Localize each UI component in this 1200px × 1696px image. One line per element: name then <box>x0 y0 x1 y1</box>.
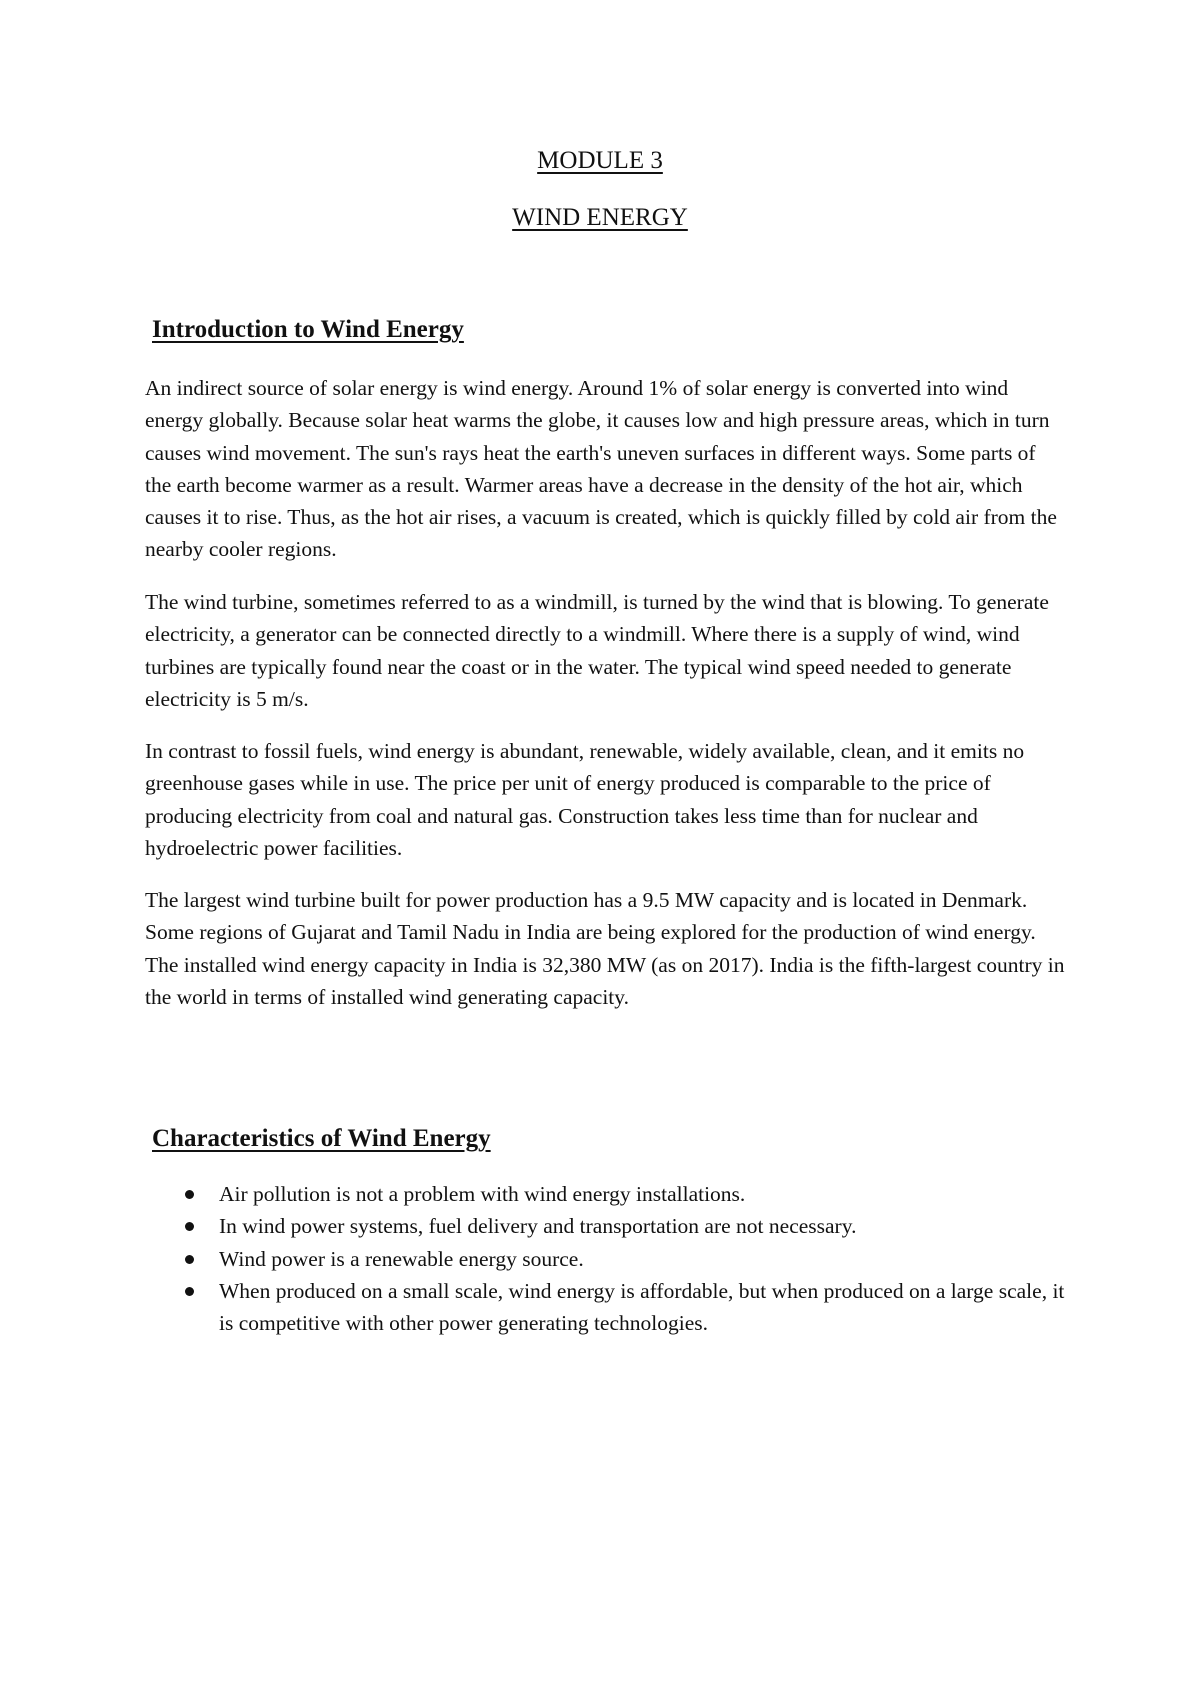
paragraph-capacity: The largest wind turbine built for power production has a 9.5 MW capacity and is located in Denmark. Some regions of Gujarat and Tamil Nadu in India are being explored for the production of wind energy. The installed wind energy capacity in India is 32,380 MW (as on 2017). India is the fifth-largest country in the world in terms of installed wind generating capacity. <box>145 888 1065 1009</box>
list-item-text: Wind power is a renewable energy source. <box>219 1246 584 1271</box>
bullet-icon <box>185 1222 194 1231</box>
list-item <box>185 1178 1065 1210</box>
list-item <box>185 1243 1065 1275</box>
list-item-text: In wind power systems, fuel delivery and transportation are not necessary. <box>219 1214 857 1239</box>
characteristics-list <box>185 1178 1065 1339</box>
section-heading-introduction: Introduction to Wind Energy <box>152 316 464 343</box>
document-title: WIND ENERGY <box>512 204 688 231</box>
bullet-icon <box>185 1287 194 1296</box>
bullet-icon <box>185 1190 194 1199</box>
paragraph-fossil-comparison: In contrast to fossil fuels, wind energy is abundant, renewable, widely available, clean, and it emits no greenhouse gases while in use. The price per unit of energy produced is comparable to the price of producing electricity from coal and natural gas. Construction takes less time than for nuclear and hydroelectric power facilities. <box>145 739 1025 860</box>
bullet-icon <box>185 1255 194 1264</box>
list-item-text: When produced on a small scale, wind energy is affordable, but when produced on a large scale, it is competitive with other power generating technologies. <box>219 1278 1065 1336</box>
paragraph-solar-origin: An indirect source of solar energy is wind energy. Around 1% of solar energy is converted into wind energy globally. Because solar heat warms the globe, it causes low and high pressure areas, which in turn causes wind movement. The sun's rays heat the earth's uneven surfaces in different ways. Some parts of the earth become warmer as a result. Warmer areas have a decrease in the density of the hot air, which causes it to rise. Thus, as the hot air rises, a vacuum is created, which is quickly filled by cold air from the nearby cooler regions. <box>145 376 1057 562</box>
module-title: MODULE 3 <box>537 147 663 174</box>
list-item <box>185 1275 1065 1340</box>
section-heading-characteristics: Characteristics of Wind Energy <box>152 1125 491 1152</box>
list-item <box>185 1210 1065 1242</box>
paragraph-wind-turbine: The wind turbine, sometimes referred to as a windmill, is turned by the wind that is blowing. To generate electricity, a generator can be connected directly to a windmill. Where there is a supply of wind, wind turbines are typically found near the coast or in the water. The typical wind speed needed to generate electricity is 5 m/s. <box>145 590 1049 711</box>
list-item-text: Air pollution is not a problem with wind energy installations. <box>219 1182 746 1206</box>
